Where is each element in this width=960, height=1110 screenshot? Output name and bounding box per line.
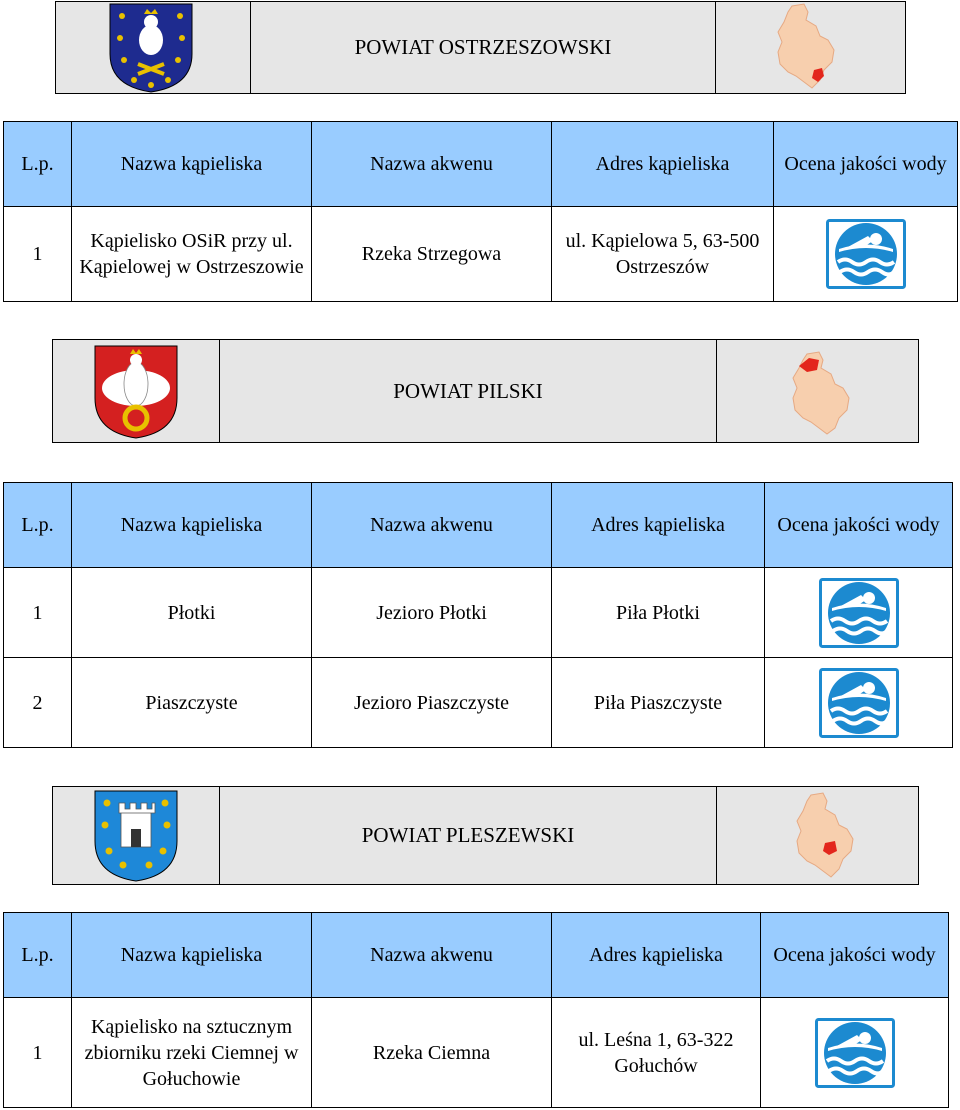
col-lp: L.p. (4, 483, 72, 568)
cell-address: Piła Płotki (552, 568, 765, 658)
county-title-cell (219, 340, 717, 442)
cell-name: Piaszczyste (72, 658, 312, 748)
cell-lp: 1 (4, 207, 72, 302)
location-map-icon (787, 348, 859, 436)
location-map-icon (791, 791, 859, 879)
col-water: Nazwa akwenu (312, 483, 552, 568)
emblem-cell (53, 340, 219, 442)
county-title: POWIAT PILSKI (393, 378, 543, 403)
pila-county-coat-of-arms-icon (93, 344, 179, 440)
ostrzeszow-coat-of-arms-icon (108, 2, 194, 93)
swimming-allowed-icon (819, 668, 899, 738)
col-lp: L.p. (4, 122, 72, 207)
map-cell (717, 787, 918, 884)
cell-lp: 1 (4, 568, 72, 658)
emblem-cell (56, 2, 250, 93)
col-address: Adres kąpieliska (552, 122, 774, 207)
cell-name: Kąpielisko OSiR przy ul. Kąpielowej w Ostrzeszowie (72, 207, 312, 302)
location-map-icon (770, 2, 840, 90)
pleszew-county-coat-of-arms-icon (93, 789, 179, 883)
cell-water: Jezioro Piaszczyste (312, 658, 552, 748)
table-row (4, 658, 953, 748)
cell-quality (765, 568, 953, 658)
cell-quality (774, 207, 958, 302)
map-cell (717, 340, 918, 442)
county-header-ostrzeszowski (55, 1, 906, 94)
swimming-allowed-icon (826, 219, 906, 289)
bathing-sites-table (3, 121, 958, 302)
col-name: Nazwa kąpieliska (72, 483, 312, 568)
cell-lp: 2 (4, 658, 72, 748)
col-lp: L.p. (4, 913, 72, 998)
cell-name: Kąpielisko na sztucznym zbiorniku rzeki Ciemnej w Gołuchowie (72, 998, 312, 1108)
cell-lp: 1 (4, 998, 72, 1108)
table-header-row (4, 483, 953, 568)
cell-water: Rzeka Strzegowa (312, 207, 552, 302)
table-header-row (4, 122, 958, 207)
col-quality: Ocena jakości wody (761, 913, 949, 998)
bathing-sites-table (3, 912, 949, 1108)
county-header-pilski (52, 339, 919, 443)
cell-address: ul. Kąpielowa 5, 63-500 Ostrzeszów (552, 207, 774, 302)
cell-name: Płotki (72, 568, 312, 658)
swimming-allowed-icon (815, 1018, 895, 1088)
bathing-sites-table (3, 482, 953, 748)
emblem-cell (53, 787, 219, 884)
cell-water: Rzeka Ciemna (312, 998, 552, 1108)
col-address: Adres kąpieliska (552, 913, 761, 998)
col-water: Nazwa akwenu (312, 913, 552, 998)
col-quality: Ocena jakości wody (774, 122, 958, 207)
cell-address: ul. Leśna 1, 63-322 Gołuchów (552, 998, 761, 1108)
swimming-allowed-icon (819, 578, 899, 648)
county-title-cell (250, 2, 716, 93)
cell-water: Jezioro Płotki (312, 568, 552, 658)
cell-quality (765, 658, 953, 748)
county-title: POWIAT PLESZEWSKI (361, 823, 575, 847)
table-row (4, 207, 958, 302)
col-quality: Ocena jakości wody (765, 483, 953, 568)
county-title-cell (219, 787, 717, 884)
col-address: Adres kąpieliska (552, 483, 765, 568)
col-name: Nazwa kąpieliska (72, 913, 312, 998)
table-row (4, 568, 953, 658)
county-title: POWIAT OSTRZESZOWSKI (354, 35, 612, 59)
cell-address: Piła Piaszczyste (552, 658, 765, 748)
table-header-row (4, 913, 949, 998)
col-water: Nazwa akwenu (312, 122, 552, 207)
map-cell (716, 2, 905, 93)
col-name: Nazwa kąpieliska (72, 122, 312, 207)
table-row (4, 998, 949, 1108)
county-header-pleszewski (52, 786, 919, 885)
cell-quality (761, 998, 949, 1108)
